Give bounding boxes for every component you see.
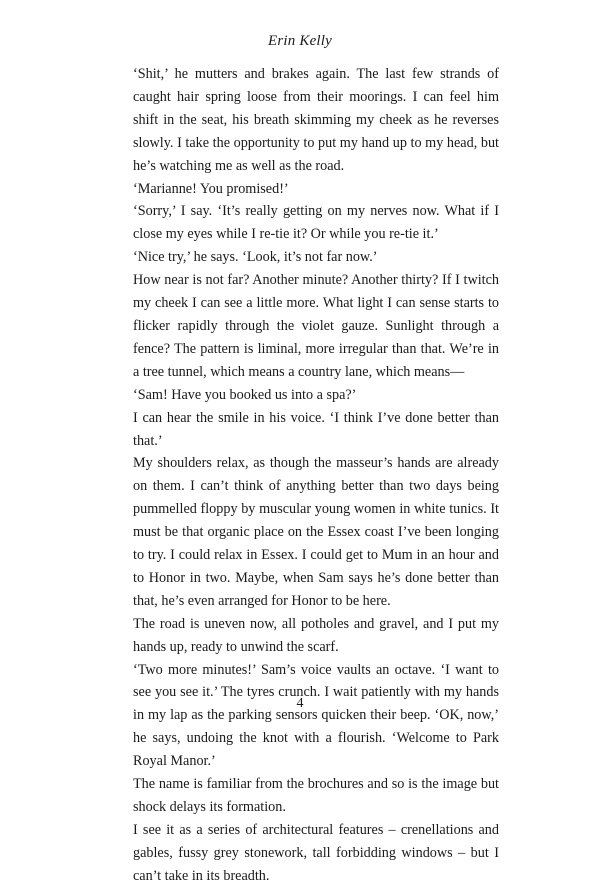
paragraph: I see it as a series of architectural features – crenellations and gables, fussy grey stonework, tall forbidding windows – but I can’t take in its breadth. <box>133 821 499 884</box>
paragraph: I can hear the smile in his voice. ‘I think I’ve done better than that.’ <box>133 409 499 449</box>
paragraph: The name is familiar from the brochures and so is the image but shock delays its formation. <box>133 776 499 815</box>
paragraph: ‘Sorry,’ I say. ‘It’s really getting on my nerves now. What if I close my eyes while I re-tie it? Or while you re-tie it.’ <box>133 203 499 243</box>
paragraph: ‘Nice try,’ he says. ‘Look, it’s not far now.’ <box>133 249 378 266</box>
running-head-author: Erin Kelly <box>267 33 333 49</box>
paragraph: ‘Shit,’ he mutters and brakes again. The last few strands of caught hair spring loose from their moorings. I can feel him shift in the seat, his breath skimming my cheek as he reverses slowly. I take the opportunity to put my hand up to my head, but he’s watching me as well as the road. <box>133 66 499 174</box>
paragraph: ‘Two more minutes!’ Sam’s voice vaults an octave. ‘I want to see you see it.’ The tyres crunch. I wait patiently with my hands in my lap as the parking sensors quicken their beep. ‘OK, now,’ he says, undoing the knot with a flourish. ‘Welcome to Park Royal Manor.’ <box>133 661 499 770</box>
body-text <box>133 63 499 888</box>
paragraph: My shoulders relax, as though the masseur’s hands are already on them. I can’t think of anything better than two days being pummelled floppy by muscular young women in white tunics. It must be that organic place on the Essex coast I’ve been longing to try. I could relax in Essex. I could get to Mum in an hour and to Honor in two. Maybe, when Sam says he’s done better than that, he’s even arranged for Honor to be here. <box>133 455 499 609</box>
paragraph: How near is not far? Another minute? Another thirty? If I twitch my cheek I can see a little more. What light I can sense starts to flicker rapidly through the violet gauze. Sunlight through a fence? The pattern is liminal, more irregular than that. We’re in a tree tunnel, which means a country lane, which means— <box>133 272 499 380</box>
paragraph: The road is uneven now, all potholes and gravel, and I put my hands up, ready to unwind the scarf. <box>133 615 499 655</box>
paragraph: ‘Marianne! You promised!’ <box>133 180 289 197</box>
paragraph: ‘Sam! Have you booked us into a spa?’ <box>133 386 357 403</box>
page-number: 4 <box>296 696 304 711</box>
